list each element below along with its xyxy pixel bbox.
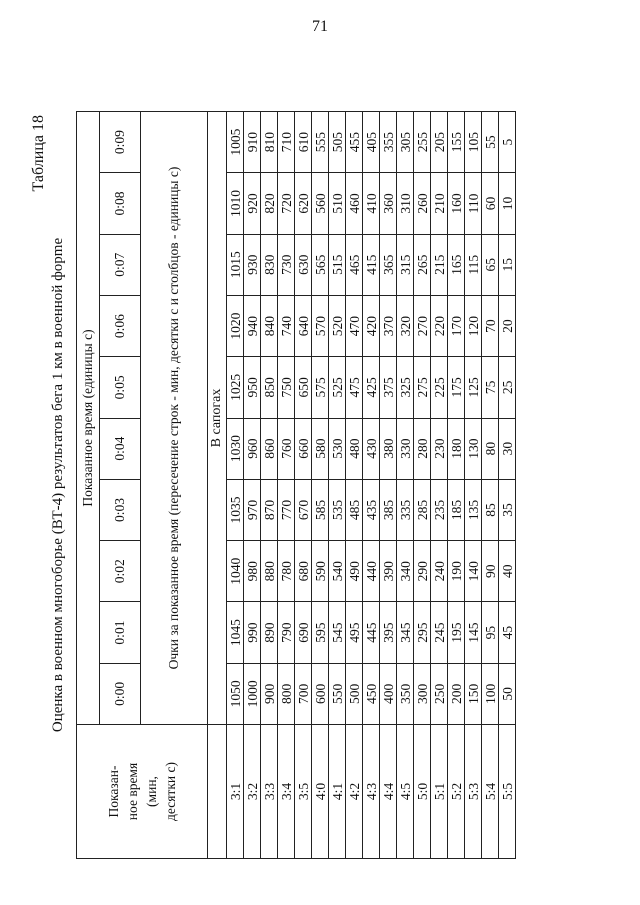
table-cell: 500: [346, 663, 363, 724]
table-row: [363, 112, 380, 859]
table-cell: 810: [261, 112, 278, 173]
table-cell: 245: [431, 602, 448, 663]
corner-line: Показан-: [106, 765, 121, 818]
table-cell: 195: [448, 602, 465, 663]
table-cell: 125: [465, 357, 482, 418]
table-cell: 740: [278, 295, 295, 356]
table-cell: 65: [482, 234, 499, 295]
table-cell: 355: [380, 112, 397, 173]
table-number: Таблица 18: [30, 115, 47, 192]
page-number: 71: [312, 18, 328, 35]
table-cell: 1030: [227, 418, 244, 479]
table-cell: 385: [380, 479, 397, 540]
column-header: 0:01: [100, 602, 141, 663]
table-cell: 800: [278, 663, 295, 724]
table-cell: 400: [380, 663, 397, 724]
table-cell: 470: [346, 295, 363, 356]
table-cell: 10: [499, 173, 516, 234]
row-time: 4:5: [397, 725, 414, 859]
table-cell: 520: [329, 295, 346, 356]
table-cell: 910: [244, 112, 261, 173]
table-cell: 45: [499, 602, 516, 663]
table-cell: 680: [295, 541, 312, 602]
rotated-content: [30, 105, 610, 865]
column-header: 0:00: [100, 663, 141, 724]
column-header: 0:04: [100, 418, 141, 479]
table-cell: 360: [380, 173, 397, 234]
table-cell: 255: [414, 112, 431, 173]
table-cell: 670: [295, 479, 312, 540]
row-time: 5:3: [465, 725, 482, 859]
table-cell: 1025: [227, 357, 244, 418]
table-cell: 150: [465, 663, 482, 724]
table-cell: 930: [244, 234, 261, 295]
column-header: 0:09: [100, 112, 141, 173]
table-cell: 235: [431, 479, 448, 540]
table-cell: 585: [312, 479, 329, 540]
table-cell: 490: [346, 541, 363, 602]
table-cell: 310: [397, 173, 414, 234]
table-cell: 870: [261, 479, 278, 540]
table-cell: 270: [414, 295, 431, 356]
table-cell: 770: [278, 479, 295, 540]
table-cell: 880: [261, 541, 278, 602]
table-cell: 35: [499, 479, 516, 540]
table-cell: 115: [465, 234, 482, 295]
table-cell: 75: [482, 357, 499, 418]
table-cell: 325: [397, 357, 414, 418]
table-row: [414, 112, 431, 859]
column-header: 0:07: [100, 234, 141, 295]
table-row: [499, 112, 516, 859]
row-time: 3:4: [278, 725, 295, 859]
row-time: 3:2: [244, 725, 261, 859]
table-row: [278, 112, 295, 859]
table-cell: 220: [431, 295, 448, 356]
corner-header: [77, 725, 208, 859]
table-cell: 525: [329, 357, 346, 418]
table-cell: 315: [397, 234, 414, 295]
column-header: 0:05: [100, 357, 141, 418]
table-cell: 280: [414, 418, 431, 479]
table-cell: 295: [414, 602, 431, 663]
table-cell: 475: [346, 357, 363, 418]
table-cell: 185: [448, 479, 465, 540]
table-cell: 390: [380, 541, 397, 602]
table-cell: 395: [380, 602, 397, 663]
table-cell: 480: [346, 418, 363, 479]
table-cell: 860: [261, 418, 278, 479]
table-cell: 80: [482, 418, 499, 479]
row-time: 5:1: [431, 725, 448, 859]
table-cell: 405: [363, 112, 380, 173]
table-cell: 555: [312, 112, 329, 173]
table-cell: 50: [499, 663, 516, 724]
table-row: [397, 112, 414, 859]
table-cell: 250: [431, 663, 448, 724]
table-cell: 285: [414, 479, 431, 540]
table-cell: 95: [482, 602, 499, 663]
points-note: Очки за показанное время (пересечение строк - мин, десятки с и столбцов - единицы с): [141, 112, 208, 725]
table-cell: 820: [261, 173, 278, 234]
group-header: Показанное время (единицы с): [77, 112, 100, 725]
table-cell: 850: [261, 357, 278, 418]
row-time: 5:4: [482, 725, 499, 859]
table-row: [295, 112, 312, 859]
table-cell: 350: [397, 663, 414, 724]
row-time: 4:3: [363, 725, 380, 859]
table-cell: 130: [465, 418, 482, 479]
table-cell: 570: [312, 295, 329, 356]
score-table: [76, 111, 516, 859]
section-label: В сапогах: [208, 112, 227, 725]
table-cell: 710: [278, 112, 295, 173]
table-cell: 940: [244, 295, 261, 356]
table-cell: 530: [329, 418, 346, 479]
table-cell: 170: [448, 295, 465, 356]
table-cell: 55: [482, 112, 499, 173]
table-cell: 1020: [227, 295, 244, 356]
table-cell: 180: [448, 418, 465, 479]
table-row: [227, 112, 244, 859]
table-cell: 100: [482, 663, 499, 724]
table-cell: 780: [278, 541, 295, 602]
table-row: [244, 112, 261, 859]
table-cell: 1015: [227, 234, 244, 295]
table-cell: 575: [312, 357, 329, 418]
table-cell: 70: [482, 295, 499, 356]
table-cell: 410: [363, 173, 380, 234]
table-cell: 345: [397, 602, 414, 663]
section-blank: [208, 725, 227, 859]
table-row: [465, 112, 482, 859]
table-cell: 900: [261, 663, 278, 724]
table-cell: 1010: [227, 173, 244, 234]
table-cell: 330: [397, 418, 414, 479]
table-cell: 550: [329, 663, 346, 724]
table-cell: 5: [499, 112, 516, 173]
table-cell: 455: [346, 112, 363, 173]
table-cell: 465: [346, 234, 363, 295]
table-cell: 560: [312, 173, 329, 234]
table-cell: 630: [295, 234, 312, 295]
table-cell: 435: [363, 479, 380, 540]
table-cell: 600: [312, 663, 329, 724]
table-cell: 595: [312, 602, 329, 663]
table-cell: 920: [244, 173, 261, 234]
row-time: 5:0: [414, 725, 431, 859]
row-time: 5:2: [448, 725, 465, 859]
table-cell: 105: [465, 112, 482, 173]
table-cell: 40: [499, 541, 516, 602]
table-cell: 85: [482, 479, 499, 540]
table-cell: 690: [295, 602, 312, 663]
table-cell: 375: [380, 357, 397, 418]
table-row: [380, 112, 397, 859]
table-cell: 750: [278, 357, 295, 418]
table-cell: 1040: [227, 541, 244, 602]
table-cell: 190: [448, 541, 465, 602]
table-cell: 140: [465, 541, 482, 602]
table-cell: 200: [448, 663, 465, 724]
table-cell: 265: [414, 234, 431, 295]
table-cell: 950: [244, 357, 261, 418]
table-cell: 990: [244, 602, 261, 663]
table-cell: 420: [363, 295, 380, 356]
table-cell: 505: [329, 112, 346, 173]
table-cell: 60: [482, 173, 499, 234]
table-cell: 460: [346, 173, 363, 234]
table-cell: 545: [329, 602, 346, 663]
table-cell: 720: [278, 173, 295, 234]
table-cell: 230: [431, 418, 448, 479]
row-time: 4:2: [346, 725, 363, 859]
corner-line: (мин,: [144, 776, 159, 807]
table-cell: 320: [397, 295, 414, 356]
table-cell: 225: [431, 357, 448, 418]
table-cell: 540: [329, 541, 346, 602]
table-cell: 440: [363, 541, 380, 602]
row-time: 3:3: [261, 725, 278, 859]
table-cell: 610: [295, 112, 312, 173]
table-row: [312, 112, 329, 859]
table-cell: 1045: [227, 602, 244, 663]
table-cell: 1005: [227, 112, 244, 173]
table-cell: 145: [465, 602, 482, 663]
corner-line: ное время: [125, 762, 140, 821]
table-cell: 760: [278, 418, 295, 479]
table-cell: 380: [380, 418, 397, 479]
table-cell: 30: [499, 418, 516, 479]
table-row: [431, 112, 448, 859]
table-cell: 175: [448, 357, 465, 418]
table-cell: 335: [397, 479, 414, 540]
table-cell: 830: [261, 234, 278, 295]
table-cell: 340: [397, 541, 414, 602]
table-cell: 240: [431, 541, 448, 602]
row-time: 3:1: [227, 725, 244, 859]
table-cell: 135: [465, 479, 482, 540]
table-row: [346, 112, 363, 859]
table-cell: 110: [465, 173, 482, 234]
table-cell: 660: [295, 418, 312, 479]
table-cell: 445: [363, 602, 380, 663]
table-row: [329, 112, 346, 859]
table-cell: 290: [414, 541, 431, 602]
table-cell: 120: [465, 295, 482, 356]
table-cell: 485: [346, 479, 363, 540]
table-cell: 275: [414, 357, 431, 418]
column-header: 0:08: [100, 173, 141, 234]
table-cell: 970: [244, 479, 261, 540]
table-cell: 15: [499, 234, 516, 295]
corner-line: десятки с): [163, 762, 178, 821]
table-cell: 165: [448, 234, 465, 295]
row-time: 4:4: [380, 725, 397, 859]
table-cell: 650: [295, 357, 312, 418]
row-time: 4:1: [329, 725, 346, 859]
table-cell: 980: [244, 541, 261, 602]
table-row: [448, 112, 465, 859]
table-cell: 1035: [227, 479, 244, 540]
table-cell: 90: [482, 541, 499, 602]
table-cell: 260: [414, 173, 431, 234]
table-cell: 700: [295, 663, 312, 724]
row-time: 5:5: [499, 725, 516, 859]
table-cell: 415: [363, 234, 380, 295]
table-cell: 25: [499, 357, 516, 418]
column-header: 0:03: [100, 479, 141, 540]
table-cell: 215: [431, 234, 448, 295]
table-cell: 160: [448, 173, 465, 234]
table-cell: 305: [397, 112, 414, 173]
table-cell: 365: [380, 234, 397, 295]
table-cell: 840: [261, 295, 278, 356]
table-title: Оценка в военном многоборье (ВТ-4) результатов бега 1 км в военной форme: [50, 237, 66, 733]
table-cell: 430: [363, 418, 380, 479]
table-cell: 495: [346, 602, 363, 663]
table-cell: 565: [312, 234, 329, 295]
table-cell: 510: [329, 173, 346, 234]
table-cell: 370: [380, 295, 397, 356]
table-cell: 790: [278, 602, 295, 663]
table-cell: 155: [448, 112, 465, 173]
table-cell: 620: [295, 173, 312, 234]
table-cell: 580: [312, 418, 329, 479]
table-cell: 960: [244, 418, 261, 479]
table-cell: 210: [431, 173, 448, 234]
table-cell: 205: [431, 112, 448, 173]
table-cell: 300: [414, 663, 431, 724]
row-time: 4:0: [312, 725, 329, 859]
table-row: [482, 112, 499, 859]
table-cell: 515: [329, 234, 346, 295]
table-cell: 20: [499, 295, 516, 356]
table-row: [261, 112, 278, 859]
table-cell: 1050: [227, 663, 244, 724]
column-header: 0:02: [100, 541, 141, 602]
table-cell: 535: [329, 479, 346, 540]
table-cell: 1000: [244, 663, 261, 724]
column-header: 0:06: [100, 295, 141, 356]
table-cell: 890: [261, 602, 278, 663]
table-cell: 450: [363, 663, 380, 724]
row-time: 3:5: [295, 725, 312, 859]
table-cell: 425: [363, 357, 380, 418]
table-cell: 640: [295, 295, 312, 356]
table-cell: 730: [278, 234, 295, 295]
table-cell: 590: [312, 541, 329, 602]
